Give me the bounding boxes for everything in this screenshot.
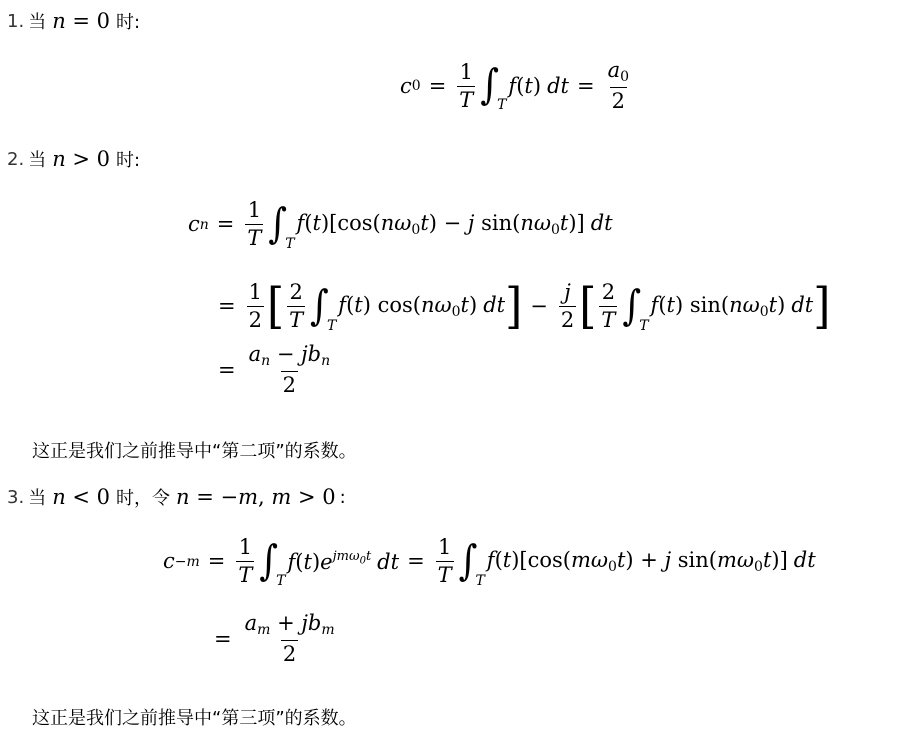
item-number: 1. [7,10,25,32]
condition-math: n = 0 [52,8,111,33]
equation-c0: c 0 = $\frac{1}{T}$ ∫ T f(t) dt = $\frac{a_0}{2}$ [400,58,630,113]
item-2-heading [7,146,140,172]
item-3-heading [7,484,346,510]
equation-cm-line1: c −m = $\frac{1}{T}$ ∫ T $f(t)e^{jm\omega_0t}$ dt = $\frac{1}{T}$ ∫ T $f(t)[\cos(m\omega_0t) + j$ $\sin(m\omega_0t)$] dt [163,535,816,589]
substitution-math: n = −m, m > 0 [176,484,336,509]
condition-math: n > 0 [52,146,111,171]
item-text: 当 [28,150,47,171]
condition-math: n < 0 [52,484,111,509]
equation-cm-line2: = $\frac{a_m + jb_m}{2}$ [214,611,335,666]
note-second-term: 这正是我们之前推导中“第二项”的系数。 [32,441,357,462]
note-third-term: 这正是我们之前推导中“第三项”的系数。 [32,708,357,729]
equation-cn-line3: = $\frac{a_n - jb_n}{2}$ [218,342,331,397]
item-text: : [339,486,346,508]
item-number: 2. [7,148,25,170]
item-1-heading [7,8,140,34]
item-text: 当 [28,488,47,509]
item-text: 当 [28,12,47,33]
item-text: 时: [116,12,141,33]
equation-cn-line2: = $\frac{1}{2}$ [ $\frac{2}{T}$ ∫ T f(t) $\cos(n\omega_0t)$ dt ] − $\frac{j}{2}$ [ $\frac{2}{T}$ ∫ T f(t) $\sin(n\omega_0t)$ dt ] [218,277,831,334]
item-text: 时，令 [116,488,171,509]
item-number: 3. [7,486,25,508]
item-text: 时: [116,150,141,171]
equation-cn-line1: c n = $\frac{1}{T}$ ∫ T $f(t)[\cos(n\omega_0t) - j$ $\sin(n\omega_0t)$] dt [188,198,613,252]
